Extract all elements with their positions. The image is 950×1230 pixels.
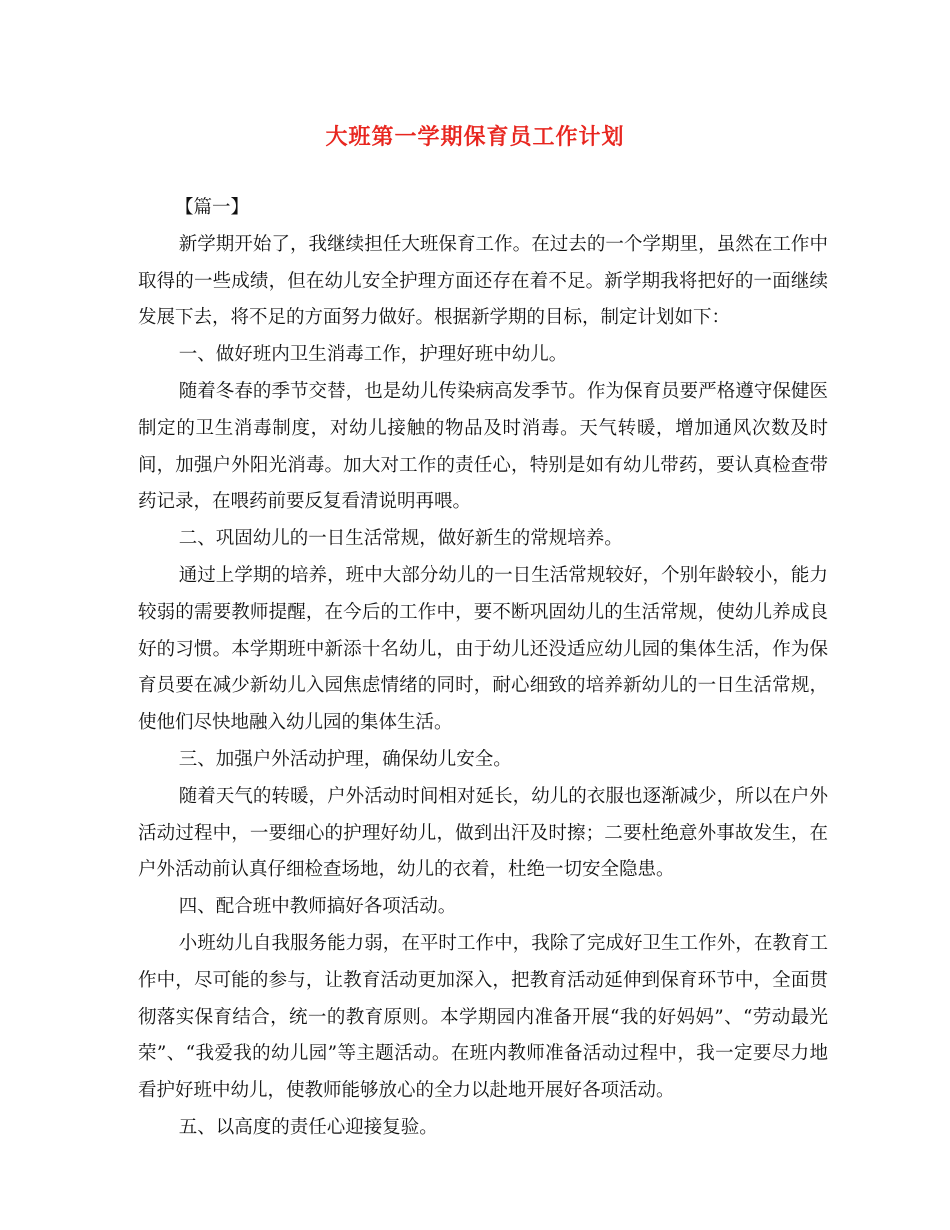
paragraph-1: 随着冬春的季节交替，也是幼儿传染病高发季节。作为保育员要严格遵守保健医制定的卫生消毒制度，对幼儿接触的物品及时消毒。天气转暖，增加通风次数及时间，加强户外阳光消毒。加大对工作的责任心，特别是如有幼儿带药，要认真检查带药记录，在喂药前要反复看清说明再喂。 [138,380,828,513]
paragraph-4: 小班幼儿自我服务能力弱，在平时工作中，我除了完成好卫生工作外，在教育工作中，尽可能的参与，让教育活动更加深入，把教育活动延伸到保育环节中，全面贯彻落实保育结合，统一的教育原则。本学期园内准备开展“我的好妈妈”、“劳动最光荣”、“我爱我的幼儿园”等主题活动。在班内教师准备活动过程中，我一定要尽力地看护好班中幼儿，使教师能够放心的全力以赴地开展好各项活动。 [138,932,828,1102]
paragraph-intro: 新学期开始了，我继续担任大班保育工作。在过去的一个学期里，虽然在工作中取得的一些成绩，但在幼儿安全护理方面还存在着不足。新学期我将把好的一面继续发展下去，将不足的方面努力做好。根据新学期的目标，制定计划如下： [138,233,828,329]
heading-3: 三、加强户外活动护理，确保幼儿安全。 [178,748,512,770]
heading-1: 一、做好班内卫生消毒工作，护理好班中幼儿。 [178,344,568,366]
heading-2: 二、巩固幼儿的一日生活常规，做好新生的常规培养。 [178,528,623,550]
section-marker: 【篇一】 [175,197,250,218]
paragraph-3: 随着天气的转暖，户外活动时间相对延长，幼儿的衣服也逐渐减少，所以在户外活动过程中，一要细心的护理好幼儿，做到出汗及时擦；二要杜绝意外事故发生，在户外活动前认真仔细检查场地，幼儿的衣着，杜绝一切安全隐患。 [138,785,828,881]
document-body [138,190,828,1147]
paragraph-2: 通过上学期的培养，班中大部分幼儿的一日生活常规较好，个别年龄较小，能力较弱的需要教师提醒，在今后的工作中，要不断巩固幼儿的生活常规，使幼儿养成良好的习惯。本学期班中新添十名幼儿，由于幼儿还没适应幼儿园的集体生活，作为保育员要在减少新幼儿入园焦虑情绪的同时，耐心细致的培养新幼儿的一日生活常规，使他们尽快地融入幼儿园的集体生活。 [138,564,828,734]
heading-5: 五、以高度的责任心迎接复验。 [178,1116,438,1138]
heading-4: 四、配合班中教师搞好各项活动。 [178,896,457,918]
document-title: 大班第一学期保育员工作计划 [325,124,625,150]
